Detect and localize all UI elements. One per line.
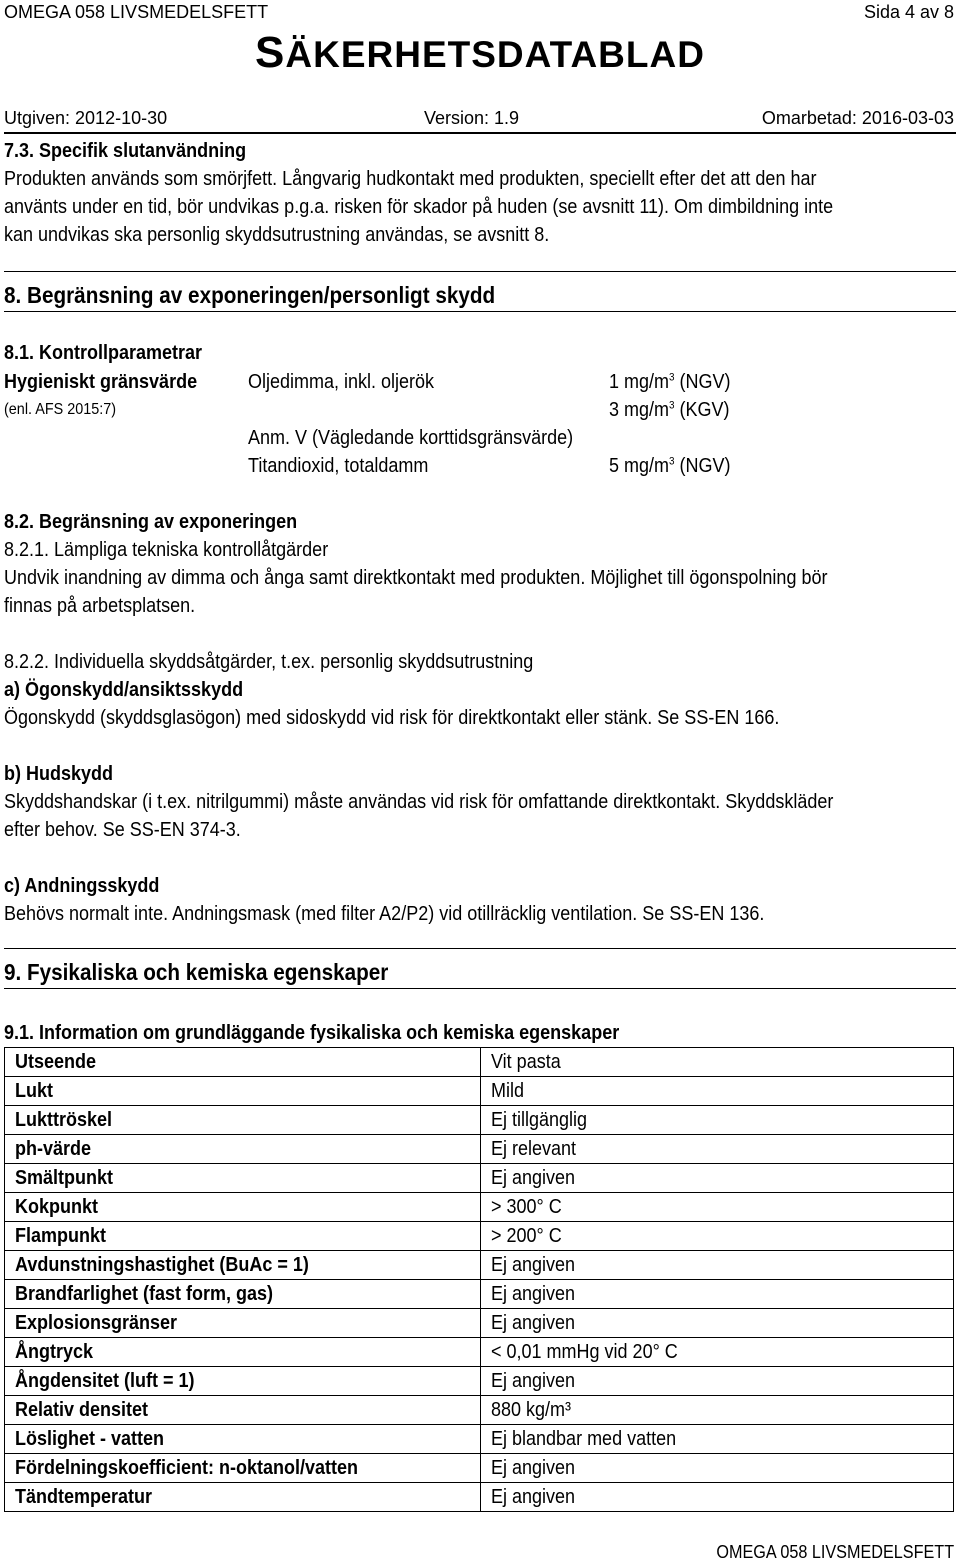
version: Version: 1.9 xyxy=(424,108,520,128)
table-row xyxy=(5,1425,954,1454)
section-8-2-1-heading: 8.2.1. Lämpliga tekniska kontrollåtgärder xyxy=(4,539,329,561)
eye-protection-text: Ögonskydd (skyddsglasögon) med sidoskydd vid risk för direktkontakt eller stänk. Se SS-EN 166. xyxy=(4,707,780,729)
section-7-3-line-2: använts under en tid, bör undvikas p.g.a. risken för skador på huden (se avsnitt 11). Om dimbildning inte xyxy=(4,196,834,218)
value-oil-mist-kgv: 3 $mg/m^3$ (KGV) xyxy=(609,399,730,421)
section-divider-9 xyxy=(4,948,956,949)
value-titanium-dioxide-ngv: 5 $mg/m^3$ (NGV) xyxy=(609,455,731,477)
property-value: Vit pasta xyxy=(481,1048,954,1077)
table-row xyxy=(5,1280,954,1309)
table-row xyxy=(5,1135,954,1164)
property-value: 880 kg/m³ xyxy=(481,1396,954,1425)
table-row xyxy=(5,1048,954,1077)
property-value: Ej relevant xyxy=(481,1135,954,1164)
section-8-2-1-line-1: Undvik inandning av dimma och ånga samt direktkontakt med produkten. Möjlighet till ögonspolning bör xyxy=(4,567,828,589)
issued-date: Utgiven: 2012-10-30 xyxy=(4,108,168,128)
eye-protection-heading: a) Ögonskydd/ansiktsskydd xyxy=(4,679,244,701)
footer-company: OMEGA 058 LIVSMEDELSFETT xyxy=(716,1542,954,1562)
revised-date: Omarbetad: 2016-03-03 xyxy=(761,108,954,128)
property-value: Ej angiven xyxy=(481,1251,954,1280)
property-value: Ej angiven xyxy=(481,1309,954,1338)
section-8-underline xyxy=(4,311,956,312)
table-row xyxy=(5,1483,954,1512)
substance-titanium-dioxide: Titandioxid, totaldamm xyxy=(248,455,429,477)
section-7-3-heading: 7.3. Specifik slutanvändning xyxy=(4,140,247,162)
limit-note: Anm. V (Vägledande korttidsgränsvärde) xyxy=(248,427,574,449)
property-value: Ej angiven xyxy=(481,1280,954,1309)
property-name: Fördelningskoefficient: n-oktanol/vatten xyxy=(5,1454,481,1483)
table-row xyxy=(5,1396,954,1425)
property-name: Tändtemperatur xyxy=(5,1483,481,1512)
table-row xyxy=(5,1251,954,1280)
property-value: Ej blandbar med vatten xyxy=(481,1425,954,1454)
skin-protection-heading: b) Hudskydd xyxy=(4,763,114,785)
property-value: Ej angiven xyxy=(481,1164,954,1193)
property-name: Smältpunkt xyxy=(5,1164,481,1193)
property-value: < 0,01 mmHg vid 20° C xyxy=(481,1338,954,1367)
section-9-underline xyxy=(4,988,956,989)
header-company: OMEGA 058 LIVSMEDELSFETT xyxy=(4,2,269,22)
property-name: Löslighet - vatten xyxy=(5,1425,481,1454)
property-name: Lukt xyxy=(5,1077,481,1106)
section-7-3-line-3: kan undvikas ska personlig skyddsutrustning användas, se avsnitt 8. xyxy=(4,224,550,246)
property-value: > 300° C xyxy=(481,1193,954,1222)
header-page-number: Sida 4 av 8 xyxy=(863,2,954,22)
section-8-2-1-line-2: finnas på arbetsplatsen. xyxy=(4,595,196,617)
limit-reference: (enl. AFS 2015:7) xyxy=(4,401,117,418)
property-name: Kokpunkt xyxy=(5,1193,481,1222)
property-value: Ej tillgänglig xyxy=(481,1106,954,1135)
section-8-2-heading: 8.2. Begränsning av exponeringen xyxy=(4,511,298,533)
property-value: Ej angiven xyxy=(481,1367,954,1396)
property-name: Ångdensitet (luft = 1) xyxy=(5,1367,481,1396)
section-8-2-2-heading: 8.2.2. Individuella skyddsåtgärder, t.ex. personlig skyddsutrustning xyxy=(4,651,534,673)
section-8-heading: 8. Begränsning av exponeringen/personligt skydd xyxy=(4,282,496,308)
property-value: > 200° C xyxy=(481,1222,954,1251)
page-header xyxy=(4,2,954,24)
property-value: Ej angiven xyxy=(481,1483,954,1512)
header-meta xyxy=(4,108,954,130)
property-name: Utseende xyxy=(5,1048,481,1077)
property-value: Mild xyxy=(481,1077,954,1106)
table-row xyxy=(5,1106,954,1135)
property-name: Ångtryck xyxy=(5,1338,481,1367)
document-title: SÄKERHETSDATABLAD xyxy=(255,28,705,77)
table-row xyxy=(5,1077,954,1106)
section-9-1-heading: 9.1. Information om grundläggande fysikaliska och kemiska egenskaper xyxy=(4,1022,620,1044)
skin-protection-line-1: Skyddshandskar (i t.ex. nitrilgummi) måste användas vid risk för omfattande direktkontakt. Skyddskläder xyxy=(4,791,834,813)
table-row xyxy=(5,1367,954,1396)
table-row xyxy=(5,1454,954,1483)
property-value: Ej angiven xyxy=(481,1454,954,1483)
section-divider xyxy=(4,271,956,272)
section-8-1-heading: 8.1. Kontrollparametrar xyxy=(4,342,203,364)
properties-table xyxy=(4,1047,954,1512)
section-7-3-line-1: Produkten används som smörjfett. Långvarig hudkontakt med produkten, speciellt efter det att den har xyxy=(4,168,817,190)
table-row xyxy=(5,1193,954,1222)
value-oil-mist-ngv: 1 $mg/m^3$ (NGV) xyxy=(609,371,731,393)
property-name: Brandfarlighet (fast form, gas) xyxy=(5,1280,481,1309)
table-row xyxy=(5,1309,954,1338)
respiratory-protection-text: Behövs normalt inte. Andningsmask (med filter A2/P2) vid otillräcklig ventilation. Se SS-EN 136. xyxy=(4,903,765,925)
limit-label: Hygieniskt gränsvärde xyxy=(4,371,198,393)
property-name: Relativ densitet xyxy=(5,1396,481,1425)
respiratory-protection-heading: c) Andningsskydd xyxy=(4,875,160,897)
skin-protection-line-2: efter behov. Se SS-EN 374-3. xyxy=(4,819,241,841)
property-name: Lukttröskel xyxy=(5,1106,481,1135)
section-9-heading: 9. Fysikaliska och kemiska egenskaper xyxy=(4,959,389,985)
substance-oil-mist: Oljedimma, inkl. oljerök xyxy=(248,371,435,393)
property-name: Avdunstningshastighet (BuAc = 1) xyxy=(5,1251,481,1280)
table-row xyxy=(5,1338,954,1367)
property-name: Explosionsgränser xyxy=(5,1309,481,1338)
property-name: Flampunkt xyxy=(5,1222,481,1251)
property-name: ph-värde xyxy=(5,1135,481,1164)
table-row xyxy=(5,1222,954,1251)
header-divider xyxy=(4,132,956,134)
table-row xyxy=(5,1164,954,1193)
